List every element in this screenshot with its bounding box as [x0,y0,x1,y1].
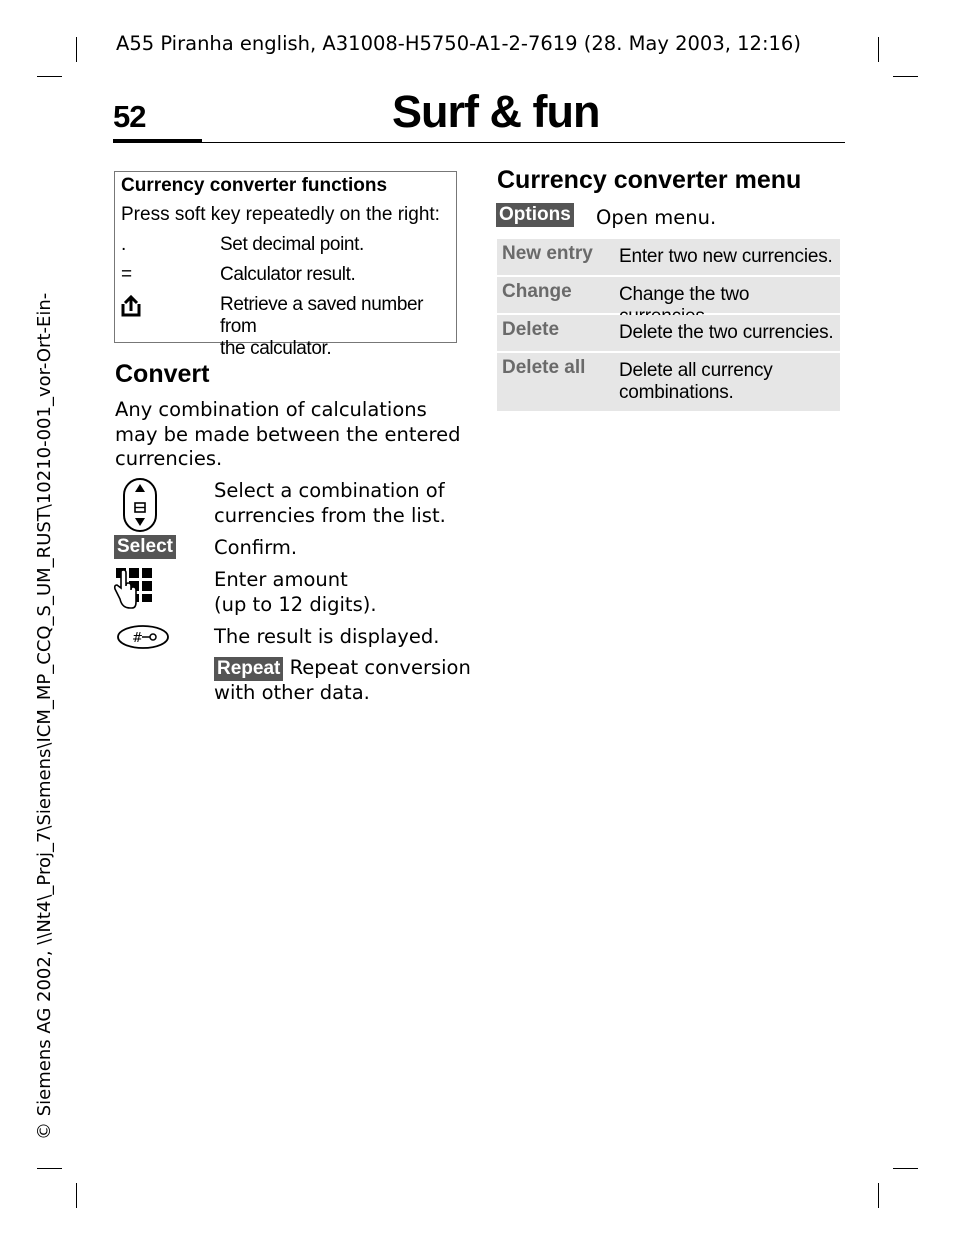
crop-mark [37,1168,62,1169]
step-result [214,625,439,650]
convert-intro [115,398,460,472]
desc-line: combinations. [619,382,734,403]
crop-mark [37,76,62,77]
desc-line: Calculator result. [220,264,356,285]
retrieve-desc [220,294,455,360]
menu-item-desc [619,322,833,344]
step-line: Enter amount [214,568,348,591]
repeat-text: Repeat conversion [289,656,471,679]
repeat-instruction [214,656,471,706]
desc-line: Set decimal point. [220,234,364,255]
retrieve-icon [120,294,142,318]
decimal-key-desc [220,234,455,256]
options-softkey-label: Options [496,203,574,227]
repeat-text-line2: with other data. [214,681,370,704]
page-number-underline [113,139,202,143]
desc-line: Delete the two currencies. [619,322,834,343]
crop-mark [893,76,918,77]
menu-item-key: Delete [502,319,560,340]
equals-key-desc [220,264,455,286]
step-line: (up to 12 digits). [214,592,377,616]
menu-heading: Currency converter menu [497,166,802,194]
intro-line: may be made between the entered [115,422,461,446]
currency-functions-box [114,171,457,359]
equals-key-label: = [121,264,133,285]
step-select-combination [214,479,446,528]
options-text: Open menu. [596,206,717,229]
running-head: A55 Piranha english, A31008-H5750-A1-2-7619 (28. May 2003, 12:16) [116,32,801,55]
menu-item-change[interactable] [497,277,840,313]
step-line: Confirm. [214,536,298,559]
convert-heading: Convert [115,360,210,388]
side-copyright-note: © Siemens AG 2002, \\Nt4\_Proj_7\Siemens\ICM_MP_CCQ_S_UM_RUST\10210-001_vor-Ort-Ein- [34,292,55,1140]
crop-mark [76,1183,77,1208]
menu-item-delete[interactable] [497,315,840,351]
menu-item-new-entry[interactable] [497,239,840,275]
crop-mark [76,37,77,62]
page-number: 52 [113,99,146,134]
desc-line: Delete all currency [619,360,773,381]
step-line: The result is displayed. [214,625,440,648]
menu-item-desc [619,360,773,404]
decimal-key-label: . [121,234,127,255]
crop-mark [878,1183,879,1208]
select-softkey[interactable] [114,535,176,559]
crop-mark [893,1168,918,1169]
menu-item-key: Change [502,281,572,302]
repeat-softkey[interactable]: Repeat [214,657,283,681]
functions-box-title: Currency converter functions [121,175,388,196]
header-rule [113,142,845,143]
menu-item-desc [619,246,833,268]
desc-line: the calculator. [220,338,332,359]
menu-item-key: New entry [502,243,593,264]
hash-key-icon [116,624,170,650]
intro-line: Any combination of calculations [115,398,427,421]
keypad-icon [112,566,156,612]
step-line: currencies from the list. [214,503,446,527]
intro-line: currencies. [115,447,223,470]
desc-line: Retrieve a saved number from [220,294,424,337]
svg-text:#: # [132,631,143,646]
menu-item-key: Delete all [502,357,586,378]
options-softkey[interactable] [496,203,574,227]
chapter-title: Surf & fun [392,86,600,137]
select-softkey-label: Select [114,535,176,559]
desc-line: Change the two [619,284,750,305]
functions-box-intro: Press soft key repeatedly on the right: [121,204,440,225]
desc-line: Enter two new currencies. [619,246,833,267]
step-confirm [214,536,297,561]
step-line: Select a combination of [214,479,445,502]
control-key-icon [122,477,158,533]
crop-mark [878,37,879,62]
step-enter-amount [214,568,377,617]
menu-item-delete-all[interactable] [497,353,840,411]
